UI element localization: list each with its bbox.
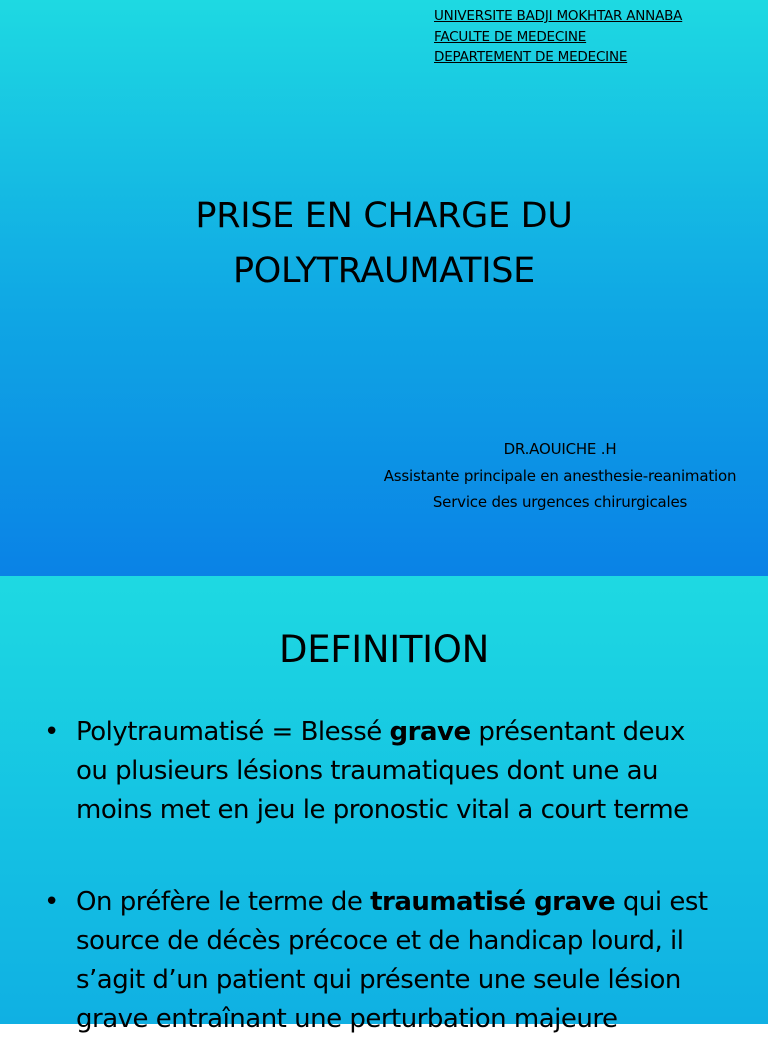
faculty-name: FACULTE DE MEDECINE (434, 28, 587, 45)
title-line-1: PRISE EN CHARGE DU (195, 196, 573, 236)
bullet-line: ou plusieurs lésions traumatiques dont une au (76, 756, 659, 786)
author-block (360, 436, 760, 516)
author-service: Service des urgences chirurgicales (432, 493, 688, 511)
bullet-line: moins met en jeu le pronostic vital a court terme (76, 795, 689, 825)
author-name: DR.AOUICHE .H (503, 440, 617, 458)
bullet-line: grave entraînant une perturbation majeure (76, 1004, 618, 1034)
bullet-line: source de décès précoce et de handicap lourd, il (76, 926, 684, 956)
bold-term: traumatisé grave (370, 887, 616, 917)
bullet-line: s’agit d’un patient qui présente une seule lésion (76, 965, 681, 995)
institution-header (434, 6, 682, 68)
definition-title: DEFINITION (279, 628, 489, 671)
bullet-line: Polytraumatisé = Blessé grave présentant deux (76, 717, 685, 747)
bullet-icon: • (44, 887, 59, 917)
university-name: UNIVERSITE BADJI MOKHTAR ANNABA (434, 8, 683, 24)
author-position: Assistante principale en anesthesie-reanimation (383, 466, 737, 485)
bold-term: grave (389, 717, 471, 747)
bullet-line: On préfère le terme de traumatisé grave qui est (76, 887, 708, 917)
bullet-icon: • (44, 717, 59, 747)
title-line-2: POLYTRAUMATISE (233, 251, 535, 291)
presentation-title (0, 189, 768, 299)
department-name: DEPARTEMENT DE MEDECINE (434, 49, 628, 65)
